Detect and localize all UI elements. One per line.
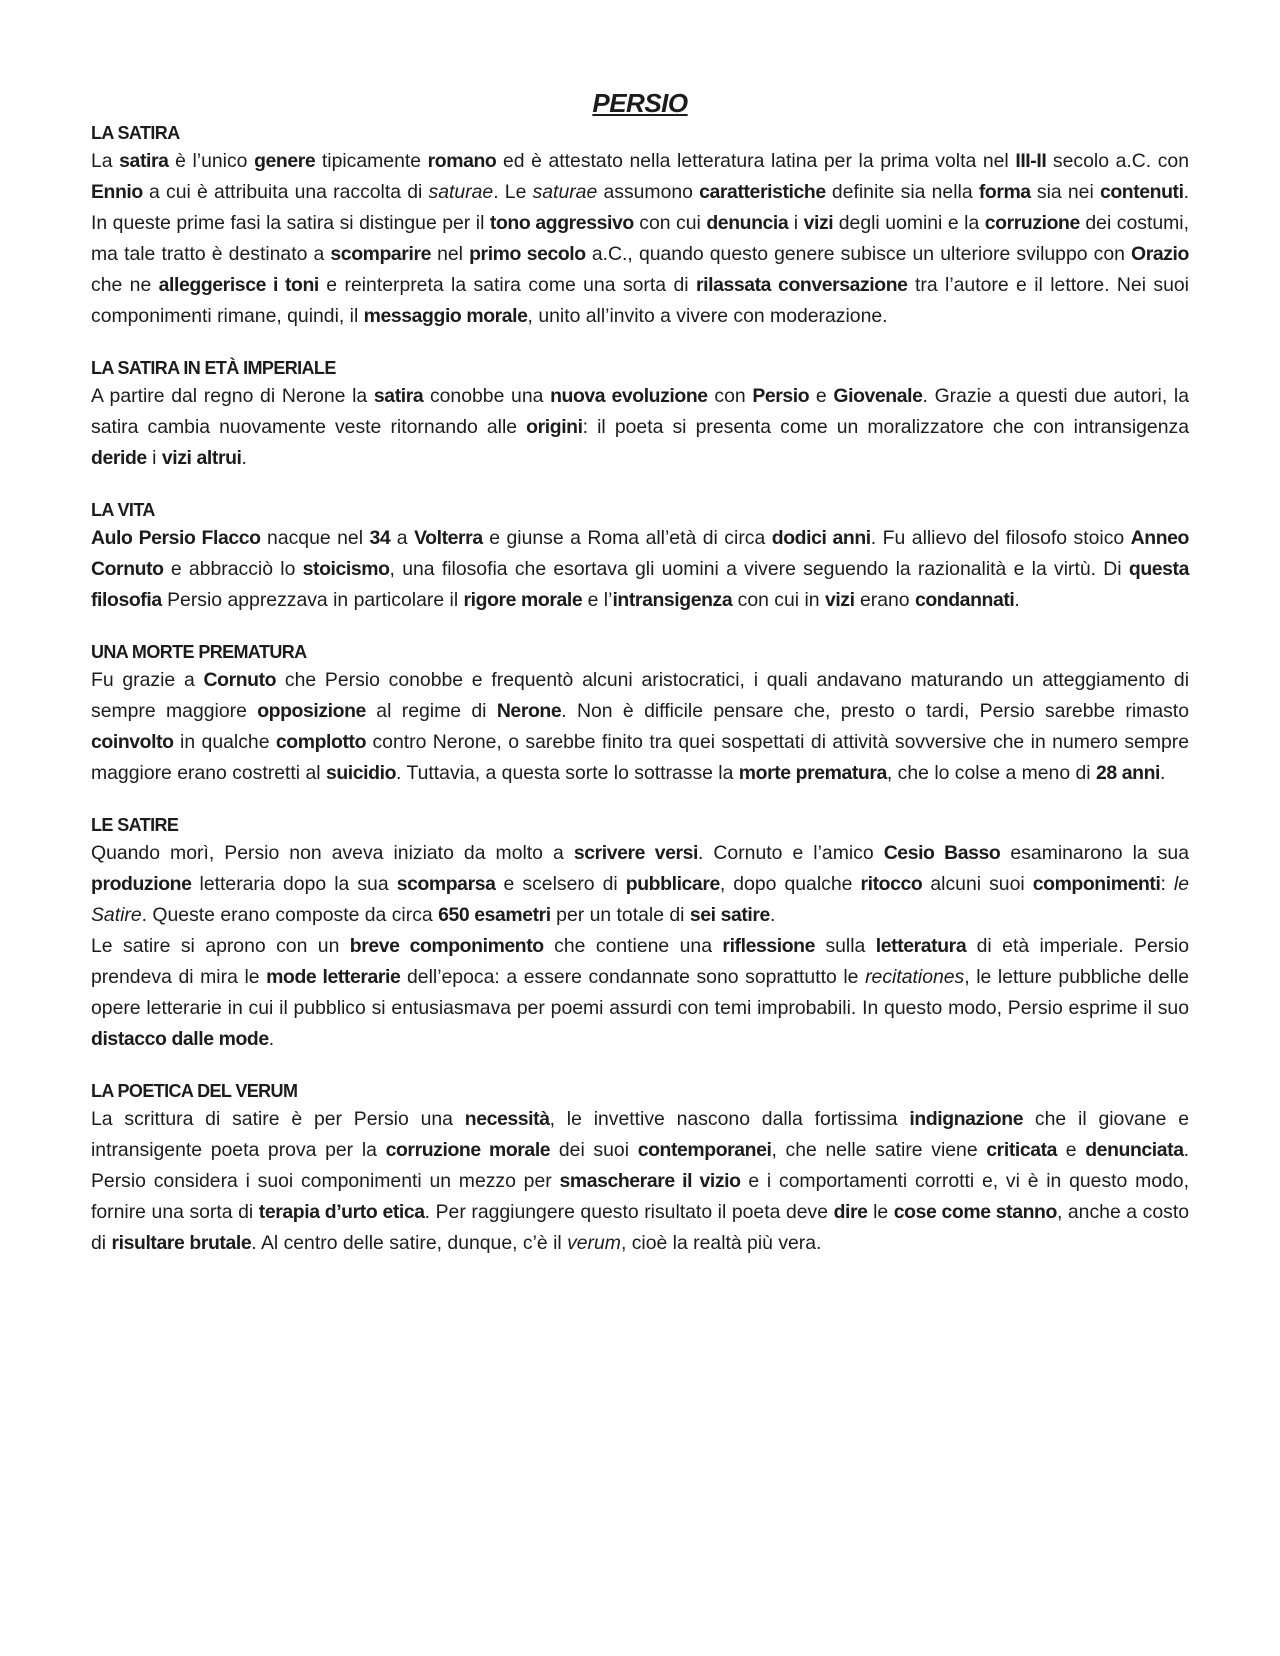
bold-text: 34: [369, 527, 391, 549]
section: [91, 358, 1189, 474]
bold-text: pubblicare: [625, 873, 720, 895]
bold-text: produzione: [91, 873, 192, 895]
text-run: dei suoi: [550, 1139, 638, 1161]
text-run: , cioè la realtà più vera.: [620, 1232, 822, 1254]
section: [91, 642, 1189, 789]
text-run: alcuni suoi: [922, 873, 1033, 895]
bold-text: primo secolo: [469, 243, 586, 265]
bold-text: dire: [833, 1201, 868, 1223]
text-run: le: [867, 1201, 894, 1223]
bold-text: satira: [373, 385, 424, 407]
text-run: contro Nerone, o sarebbe finito tra quei sospettati di attività sovversive che in numero sempre maggiore erano costretti al: [91, 731, 1189, 784]
bold-text: romano: [427, 150, 497, 172]
text-run: e: [1057, 1139, 1086, 1161]
bold-text: coinvolto: [91, 731, 174, 753]
text-run: .: [241, 447, 247, 469]
section-heading: LA POETICA DEL VERUM: [91, 1081, 298, 1101]
text-run: nel: [430, 243, 470, 265]
text-run: definite sia nella: [825, 181, 979, 203]
text-run: , dopo qualche: [719, 873, 861, 895]
bold-text: corruzione morale: [385, 1139, 551, 1161]
text-run: erano: [854, 589, 915, 611]
bold-text: vizi: [803, 212, 834, 234]
bold-text: risultare brutale: [111, 1232, 252, 1254]
bold-text: Cesio Basso: [883, 842, 1001, 864]
bold-text: scomparsa: [396, 873, 496, 895]
section: [91, 123, 1189, 332]
bold-text: deride: [91, 447, 147, 469]
text-run: in qualche: [173, 731, 276, 753]
text-run: :: [1160, 873, 1174, 895]
section: [91, 500, 1189, 616]
text-run: . In queste prime fasi la satira si distingue per il: [91, 181, 1189, 234]
text-run: . Fu allievo del filosofo stoico: [870, 527, 1131, 549]
text-run: sulla: [815, 935, 876, 957]
text-run: degli uomini e la: [833, 212, 985, 234]
bold-text: riflessione: [722, 935, 816, 957]
text-run: . Queste erano composte da circa: [141, 904, 439, 926]
bold-text: suicidio: [325, 762, 397, 784]
text-run: a.C., quando questo genere subisce un ulteriore sviluppo con: [585, 243, 1132, 265]
text-run: e: [809, 385, 834, 407]
text-run: per un totale di: [550, 904, 690, 926]
paragraph: [91, 381, 1189, 474]
text-run: : il poeta si presenta come un moralizzatore che con intransigenza: [582, 416, 1189, 438]
bold-text: sei satire: [689, 904, 770, 926]
section-heading: LA SATIRA IN ETÀ IMPERIALE: [91, 358, 336, 378]
bold-text: breve componimento: [349, 935, 544, 957]
bold-text: contemporanei: [637, 1139, 772, 1161]
text-run: a cui è attribuita una raccolta di: [142, 181, 429, 203]
text-run: . Grazie a questi due autori, la satira cambia nuovamente veste ritornando alle: [91, 385, 1190, 438]
text-run: , le invettive nascono dalla fortissima: [549, 1108, 910, 1130]
text-run: , una filosofia che esortava gli uomini a vivere seguendo la razionalità e la virtù. Di: [389, 558, 1129, 580]
bold-text: scomparire: [330, 243, 431, 265]
document-title: PERSIO: [592, 88, 688, 118]
italic-text: saturae: [428, 181, 494, 203]
text-run: , che lo colse a meno di: [886, 762, 1096, 784]
text-run: . Tuttavia, a questa sorte lo sottrasse la: [396, 762, 739, 784]
text-run: i: [146, 447, 162, 469]
text-run: A partire dal regno di Nerone la: [91, 385, 374, 407]
bold-text: condannati: [914, 589, 1015, 611]
text-run: che il giovane e intransigente poeta prova per la: [91, 1108, 1189, 1161]
text-run: . Cornuto e l’amico: [697, 842, 884, 864]
text-run: ed è attestato nella letteratura latina per la prima volta nel: [496, 150, 1016, 172]
bold-text: forma: [978, 181, 1031, 203]
bold-text: vizi: [824, 589, 855, 611]
italic-text: recitationes: [865, 966, 965, 988]
bold-text: distacco dalle mode: [91, 1028, 269, 1050]
italic-text: verum: [567, 1232, 621, 1254]
text-run: . Per raggiungere questo risultato il poeta deve: [424, 1201, 834, 1223]
bold-text: messaggio morale: [363, 305, 528, 327]
bold-text: alleggerisce i toni: [158, 274, 319, 296]
bold-text: letteratura: [875, 935, 967, 957]
bold-text: intransigenza: [612, 589, 733, 611]
paragraph: [91, 838, 1189, 931]
bold-text: Ennio: [91, 181, 143, 203]
bold-text: necessità: [464, 1108, 550, 1130]
bold-text: denunciata: [1085, 1139, 1184, 1161]
bold-text: vizi altrui: [161, 447, 242, 469]
section-heading: LA VITA: [91, 500, 155, 520]
section-heading: LE SATIRE: [91, 815, 179, 835]
text-run: esaminarono la sua: [1000, 842, 1189, 864]
bold-text: tono aggressivo: [489, 212, 634, 234]
bold-text: 28 anni: [1096, 762, 1161, 784]
text-run: e scelsero di: [495, 873, 626, 895]
bold-text: opposizione: [257, 700, 366, 722]
bold-text: morte prematura: [738, 762, 887, 784]
text-run: letteraria dopo la sua: [191, 873, 397, 895]
text-run: Fu grazie a: [91, 669, 204, 691]
text-run: dell’epoca: a essere condannate sono soprattutto le: [400, 966, 866, 988]
text-run: .: [1160, 762, 1166, 784]
text-run: nacque nel: [260, 527, 370, 549]
text-run: assumono: [597, 181, 700, 203]
text-run: con: [707, 385, 753, 407]
text-run: e reinterpreta la satira come una sorta di: [318, 274, 696, 296]
text-run: .: [769, 904, 776, 926]
text-run: Quando morì, Persio non aveva iniziato da molto a: [91, 842, 574, 864]
text-run: e giunse a Roma all’età di circa: [482, 527, 772, 549]
text-run: i: [788, 212, 804, 234]
bold-text: complotto: [275, 731, 367, 753]
text-run: al regime di: [365, 700, 497, 722]
text-run: . Persio considera i suoi componimenti un mezzo per: [91, 1139, 1189, 1192]
text-run: Le satire si aprono con un: [91, 935, 350, 957]
bold-text: caratteristiche: [699, 181, 826, 203]
text-run: Persio apprezzava in particolare il: [161, 589, 464, 611]
text-run: secolo a.C. con: [1046, 150, 1189, 172]
bold-text: Anneo Cornuto: [91, 527, 1189, 580]
section-heading: LA SATIRA: [91, 123, 180, 143]
text-run: La scrittura di satire è per Persio una: [91, 1108, 465, 1130]
text-run: .: [1014, 589, 1020, 611]
bold-text: mode letterarie: [266, 966, 401, 988]
bold-text: stoicismo: [302, 558, 390, 580]
text-run: , unito all’invito a vivere con moderazione.: [527, 305, 888, 327]
text-run: a: [390, 527, 415, 549]
italic-text: saturae: [532, 181, 598, 203]
section: [91, 1081, 1189, 1259]
bold-text: Persio: [752, 385, 810, 407]
text-run: con cui: [633, 212, 707, 234]
text-run: . Non è difficile pensare che, presto o tardi, Persio sarebbe rimasto: [561, 700, 1189, 722]
bold-text: dodici anni: [771, 527, 871, 549]
bold-text: indignazione: [909, 1108, 1024, 1130]
bold-text: denuncia: [706, 212, 789, 234]
section-heading: UNA MORTE PREMATURA: [91, 642, 307, 662]
bold-text: genere: [254, 150, 316, 172]
document-page: [91, 88, 1189, 1285]
text-run: La: [91, 150, 120, 172]
paragraph: [91, 665, 1189, 789]
bold-text: criticata: [986, 1139, 1058, 1161]
text-run: e l’: [582, 589, 613, 611]
bold-text: rilassata conversazione: [695, 274, 908, 296]
text-run: è l’unico: [168, 150, 255, 172]
bold-text: rigore morale: [463, 589, 583, 611]
bold-text: contenuti: [1099, 181, 1184, 203]
bold-text: Giovenale: [833, 385, 923, 407]
bold-text: smascherare il vizio: [559, 1170, 741, 1192]
bold-text: III-II: [1015, 150, 1047, 172]
paragraph: [91, 1104, 1189, 1259]
italic-text: le Satire: [91, 873, 1189, 926]
text-run: e i comportamenti corrotti e, vi è in questo modo, fornire una sorta di: [91, 1170, 1189, 1223]
text-run: . Le: [493, 181, 533, 203]
bold-text: terapia d’urto etica: [258, 1201, 425, 1223]
paragraph: [91, 146, 1189, 332]
bold-text: Orazio: [1131, 243, 1189, 265]
text-run: . Al centro delle satire, dunque, c’è il: [251, 1232, 568, 1254]
section: [91, 815, 1189, 1055]
document-body: [91, 123, 1189, 1259]
text-run: , le letture pubbliche delle opere letterarie in cui il pubblico si entusiasmava per poemi assurdi con temi improbabili. In questo modo, Persio esprime il suo: [91, 966, 1190, 1019]
text-run: di età imperiale. Persio prendeva di mira le: [91, 935, 1190, 988]
text-run: che ne: [91, 274, 159, 296]
bold-text: Volterra: [414, 527, 483, 549]
bold-text: componimenti: [1032, 873, 1161, 895]
bold-text: corruzione: [984, 212, 1080, 234]
text-run: .: [268, 1028, 275, 1050]
bold-text: Cornuto: [203, 669, 277, 691]
text-run: che Persio conobbe e frequentò alcuni aristocratici, i quali andavano maturando un atteggiamento di sempre maggiore: [91, 669, 1190, 722]
text-run: che contiene una: [543, 935, 723, 957]
text-run: tra l’autore e il lettore. Nei suoi componimenti rimane, quindi, il: [91, 274, 1189, 327]
paragraph: [91, 523, 1189, 616]
bold-text: ritocco: [860, 873, 923, 895]
text-run: sia nei: [1030, 181, 1100, 203]
bold-text: satira: [119, 150, 169, 172]
paragraph: [91, 931, 1189, 1055]
text-run: e abbracciò lo: [163, 558, 303, 580]
text-run: , che nelle satire viene: [771, 1139, 987, 1161]
bold-text: scrivere versi: [573, 842, 698, 864]
text-run: dei costumi, ma tale tratto è destinato a: [91, 212, 1189, 265]
text-run: tipicamente: [315, 150, 428, 172]
text-run: , anche a costo di: [91, 1201, 1189, 1254]
bold-text: nuova evoluzione: [550, 385, 708, 407]
bold-text: questa filosofia: [91, 558, 1189, 611]
bold-text: Aulo Persio Flacco: [91, 527, 261, 549]
bold-text: 650 esametri: [438, 904, 551, 926]
bold-text: Nerone: [496, 700, 562, 722]
text-run: con cui in: [732, 589, 825, 611]
text-run: conobbe una: [423, 385, 551, 407]
bold-text: origini: [526, 416, 583, 438]
bold-text: cose come stanno: [893, 1201, 1057, 1223]
